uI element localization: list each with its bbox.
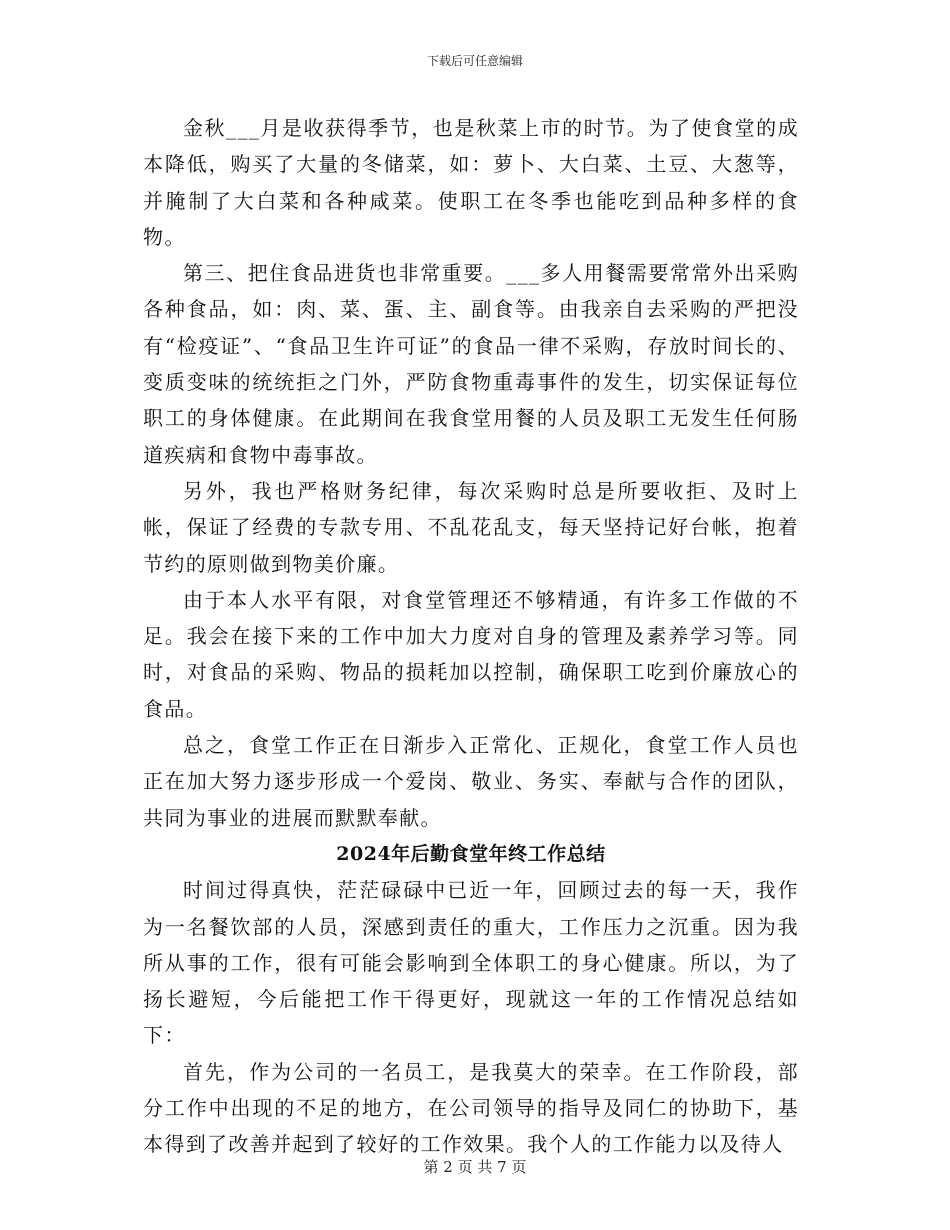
section-title: 2024年后勤食堂年终工作总结 bbox=[336, 842, 606, 865]
paragraph-intro: 时间过得真快，茫茫碌碌中已近一年，回顾过去的每一天，我作为一名餐饮部的人员，深感到责任的重大，工作压力之沉重。因为我所从事的工作，很有可能会影响到全体职工的身心健康。所以，为了扬长避短，今后能把工作干得更好，现就这一年的工作情况总结如下： bbox=[143, 878, 799, 1048]
page-footer: 第 2 页 共 7 页 bbox=[423, 1158, 527, 1176]
paragraph-autumn-vegetables: 金秋___月是收获得季节，也是秋菜上市的时节。为了使食堂的成本降低，购买了大量的冬储菜，如：萝卜、大白菜、土豆、大葱等，并腌制了大白菜和各种咸菜。使职工在冬季也能吃到品种多样的食物。 bbox=[143, 116, 799, 249]
paragraph-food-purchasing: 第三、把住食品进货也非常重要。___多人用餐需要常常外出采购各种食品，如：肉、菜、蛋、主、副食等。由我亲自去采购的严把没有“检疫证”、“食品卫生许可证”的食品一律不采购，存放时间长的、变质变味的统统拒之门外，严防食物重毒事件的发生，切实保证每位职工的身体健康。在此期间在我食堂用餐的人员及职工无发生任何肠道疾病和食物中毒事故。 bbox=[143, 261, 799, 467]
document-body bbox=[143, 110, 799, 1163]
page-header: 下载后可任意编辑 bbox=[426, 54, 523, 68]
paragraph-conclusion: 总之，食堂工作正在日渐步入正常化、正规化，食堂工作人员也正在加大努力逐步形成一个爱岗、敬业、务实、奉献与合作的团队，共同为事业的进展而默默奉献。 bbox=[143, 733, 799, 830]
paragraph-shortcomings: 由于本人水平有限，对食堂管理还不够精通，有许多工作做的不足。我会在接下来的工作中加大力度对自身的管理及素养学习等。同时，对食品的采购、物品的损耗加以控制，确保职工吃到价廉放心的食品。 bbox=[143, 587, 799, 721]
paragraph-financial-discipline: 另外，我也严格财务纪律，每次采购时总是所要收拒、及时上帐，保证了经费的专款专用、不乱花乱支，每天坚持记好台帐，抱着节约的原则做到物美价廉。 bbox=[143, 478, 799, 576]
paragraph-first-point: 首先，作为公司的一名员工，是我莫大的荣幸。在工作阶段，部分工作中出现的不足的地方，在公司领导的指导及同仁的协助下，基本得到了改善并起到了较好的工作效果。我个人的工作能力以及待人 bbox=[143, 1059, 799, 1157]
